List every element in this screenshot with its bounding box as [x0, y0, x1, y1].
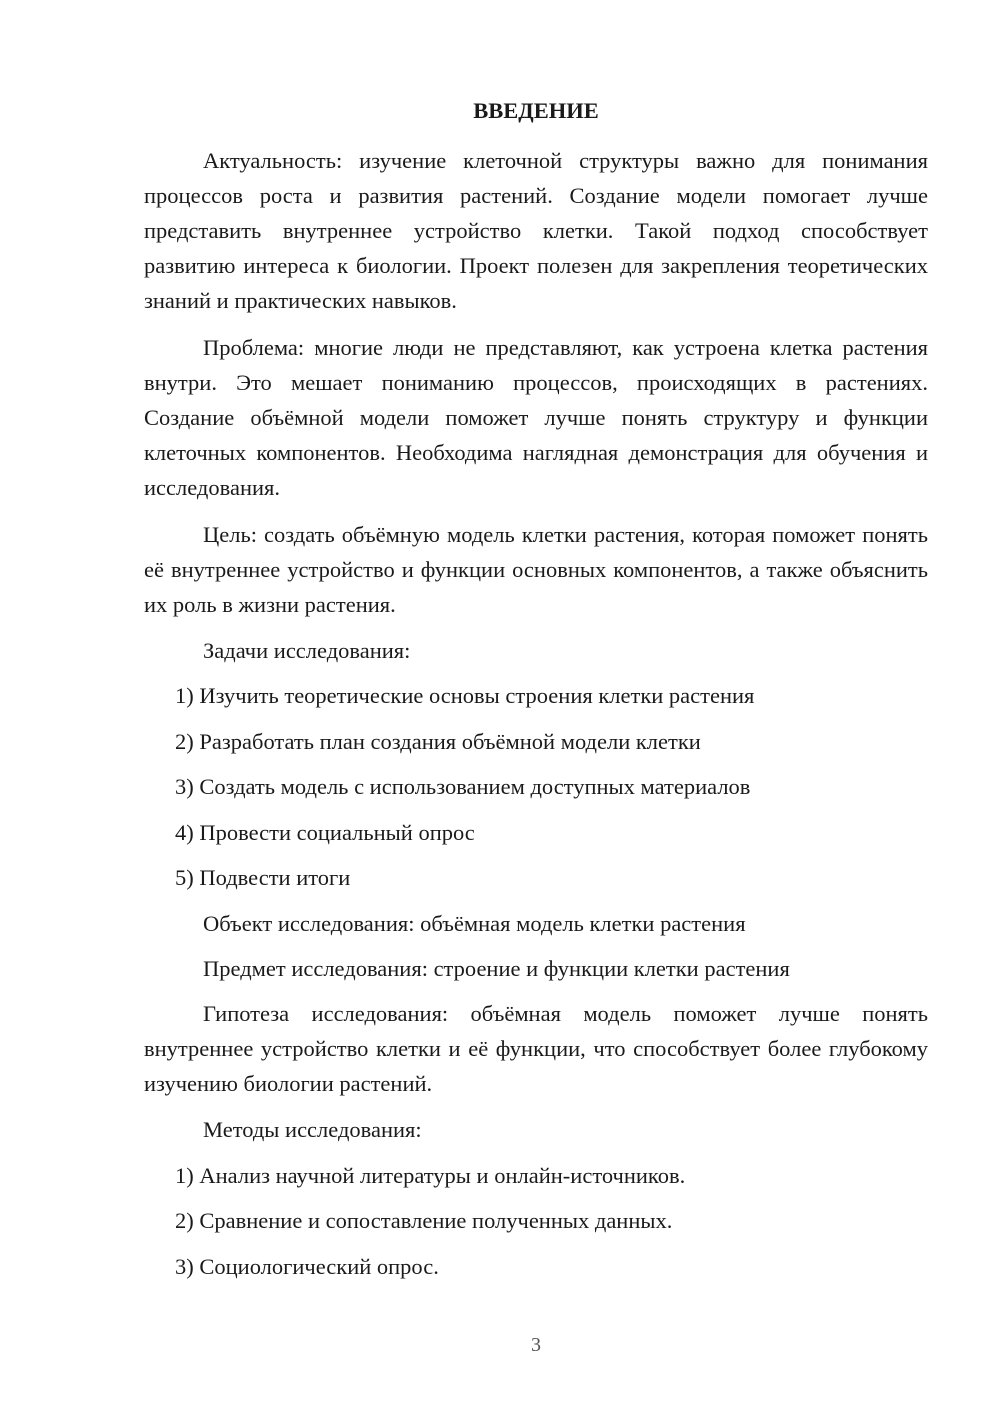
page-number: 3	[531, 1334, 541, 1356]
list-item: 1) Изучить теоретические основы строения клетки растения	[175, 683, 755, 708]
paragraph-goal: Цель: создать объёмную модель клетки растения, которая поможет понять её внутреннее устройство и функции основных компонентов, а также объяснить их роль в жизни растения.	[144, 522, 928, 617]
list-item: 1) Анализ научной литературы и онлайн-источников.	[175, 1163, 686, 1188]
paragraph-relevance: Актуальность: изучение клеточной структуры важно для понимания процессов роста и развития растений. Создание модели помогает лучше представить внутреннее устройство клетки. Такой подход способствует развитию интереса к биологии. Проект полезен для закрепления теоретических знаний и практических навыков.	[144, 148, 928, 313]
list-item: 3) Социологический опрос.	[175, 1254, 439, 1279]
list-item: 4) Провести социальный опрос	[175, 820, 475, 845]
methods-label: Методы исследования:	[203, 1117, 422, 1142]
list-item: 3) Создать модель с использованием доступных материалов	[175, 774, 751, 799]
list-item: 5) Подвести итоги	[175, 865, 351, 890]
list-item: 2) Разработать план создания объёмной модели клетки	[175, 729, 701, 754]
paragraph-problem: Проблема: многие люди не представляют, как устроена клетка растения внутри. Это мешает пониманию процессов, происходящих в растениях. Создание объёмной модели поможет лучше понять структуру и функции клеточных компонентов. Необходима наглядная демонстрация для обучения и исследования.	[144, 335, 928, 500]
research-subject: Предмет исследования: строение и функции клетки растения	[203, 956, 790, 981]
section-heading: ВВЕДЕНИЕ	[473, 98, 599, 123]
paragraph-hypothesis: Гипотеза исследования: объёмная модель поможет лучше понять внутреннее устройство клетки и её функции, что способствует более глубокому изучению биологии растений.	[144, 1001, 928, 1096]
tasks-label: Задачи исследования:	[203, 638, 411, 663]
research-object: Объект исследования: объёмная модель клетки растения	[203, 911, 746, 936]
list-item: 2) Сравнение и сопоставление полученных данных.	[175, 1208, 673, 1233]
